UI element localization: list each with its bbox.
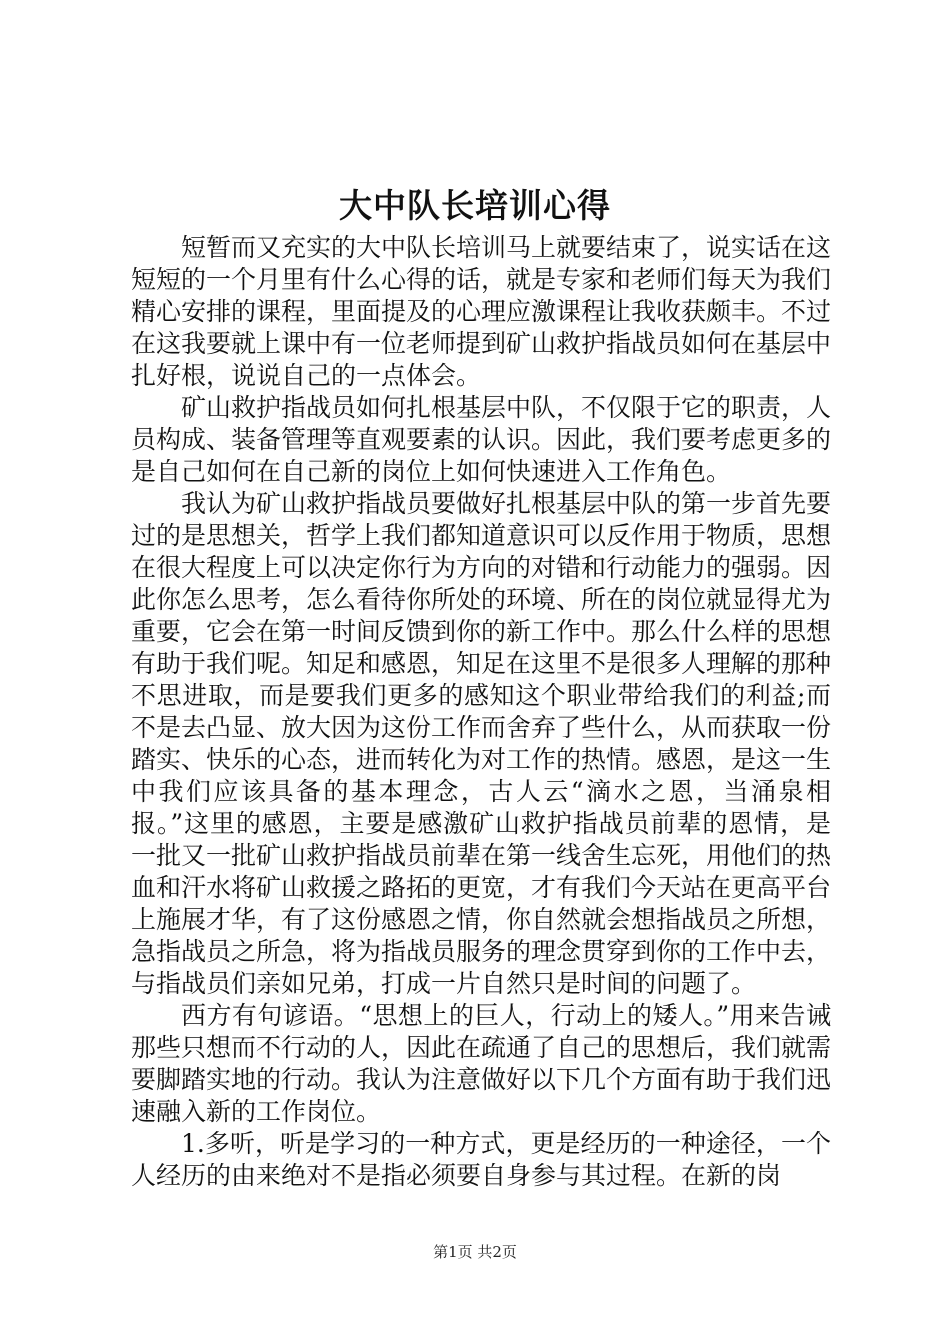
document-title: 大中队长培训心得 xyxy=(339,186,611,225)
paragraph-mindset: 我认为矿山救护指战员要做好扎根基层中队的第一步首先要过的是思想关，哲学上我们都知道意识可以反作用于物质，思想在很大程度上可以决定你行为方向的对错和行动能力的强弱。因此你怎么思考，怎么看待你所处的环境、所在的岗位就显得尤为重要，它会在第一时间反馈到你的新工作中。那么什么样的思想有助于我们呢。知足和感恩，知足在这里不是很多人理解的那种不思进取，而是要我们更多的感知这个职业带给我们的利益;而不是去凸显、放大因为这份工作而舍弃了些什么，从而获取一份踏实、快乐的心态，进而转化为对工作的热情。感恩，是这一生中我们应该具备的基本理念，古人云“滴水之恩，当涌泉相报。”这里的感恩，主要是感激矿山救护指战员前辈的恩情，是一批又一批矿山救护指战员前辈在第一线舍生忘死，用他们的热血和汗水将矿山救援之路拓的更宽，才有我们今天站在更高平台上施展才华，有了这份感恩之情，你自然就会想指战员之所想，急指战员之所急，将为指战员服务的理念贯穿到你的工作中去，与指战员们亲如兄弟，打成一片自然只是时间的问题了。 xyxy=(131,489,832,998)
paragraph-intro: 短暂而又充实的大中队长培训马上就要结束了，说实话在这短短的一个月里有什么心得的话，就是专家和老师们每天为我们精心安排的课程，里面提及的心理应激课程让我收获颇丰。不过在这我要就上课中有一位老师提到矿山救护指战员如何在基层中扎好根，说说自己的一点体会。 xyxy=(131,233,832,390)
page-footer: 第1页 共2页 xyxy=(433,1243,517,1261)
paragraph-listen: 1.多听，听是学习的一种方式，更是经历的一种途径，一个人经历的由来绝对不是指必须要自身参与其过程。在新的岗 xyxy=(131,1129,831,1190)
paragraph-action: 西方有句谚语。“思想上的巨人，行动上的矮人。”用来告诫那些只想而不行动的人，因此在疏通了自己的思想后，我们就需要脚踏实地的行动。我认为注意做好以下几个方面有助于我们迅速融入新的工作岗位。 xyxy=(131,1001,832,1126)
paragraph-rooting: 矿山救护指战员如何扎根基层中队，不仅限于它的职责，人员构成、装备管理等直观要素的认识。因此，我们要考虑更多的是自己如何在自己新的岗位上如何快速进入工作角色。 xyxy=(131,393,832,486)
document-body xyxy=(131,232,831,1192)
